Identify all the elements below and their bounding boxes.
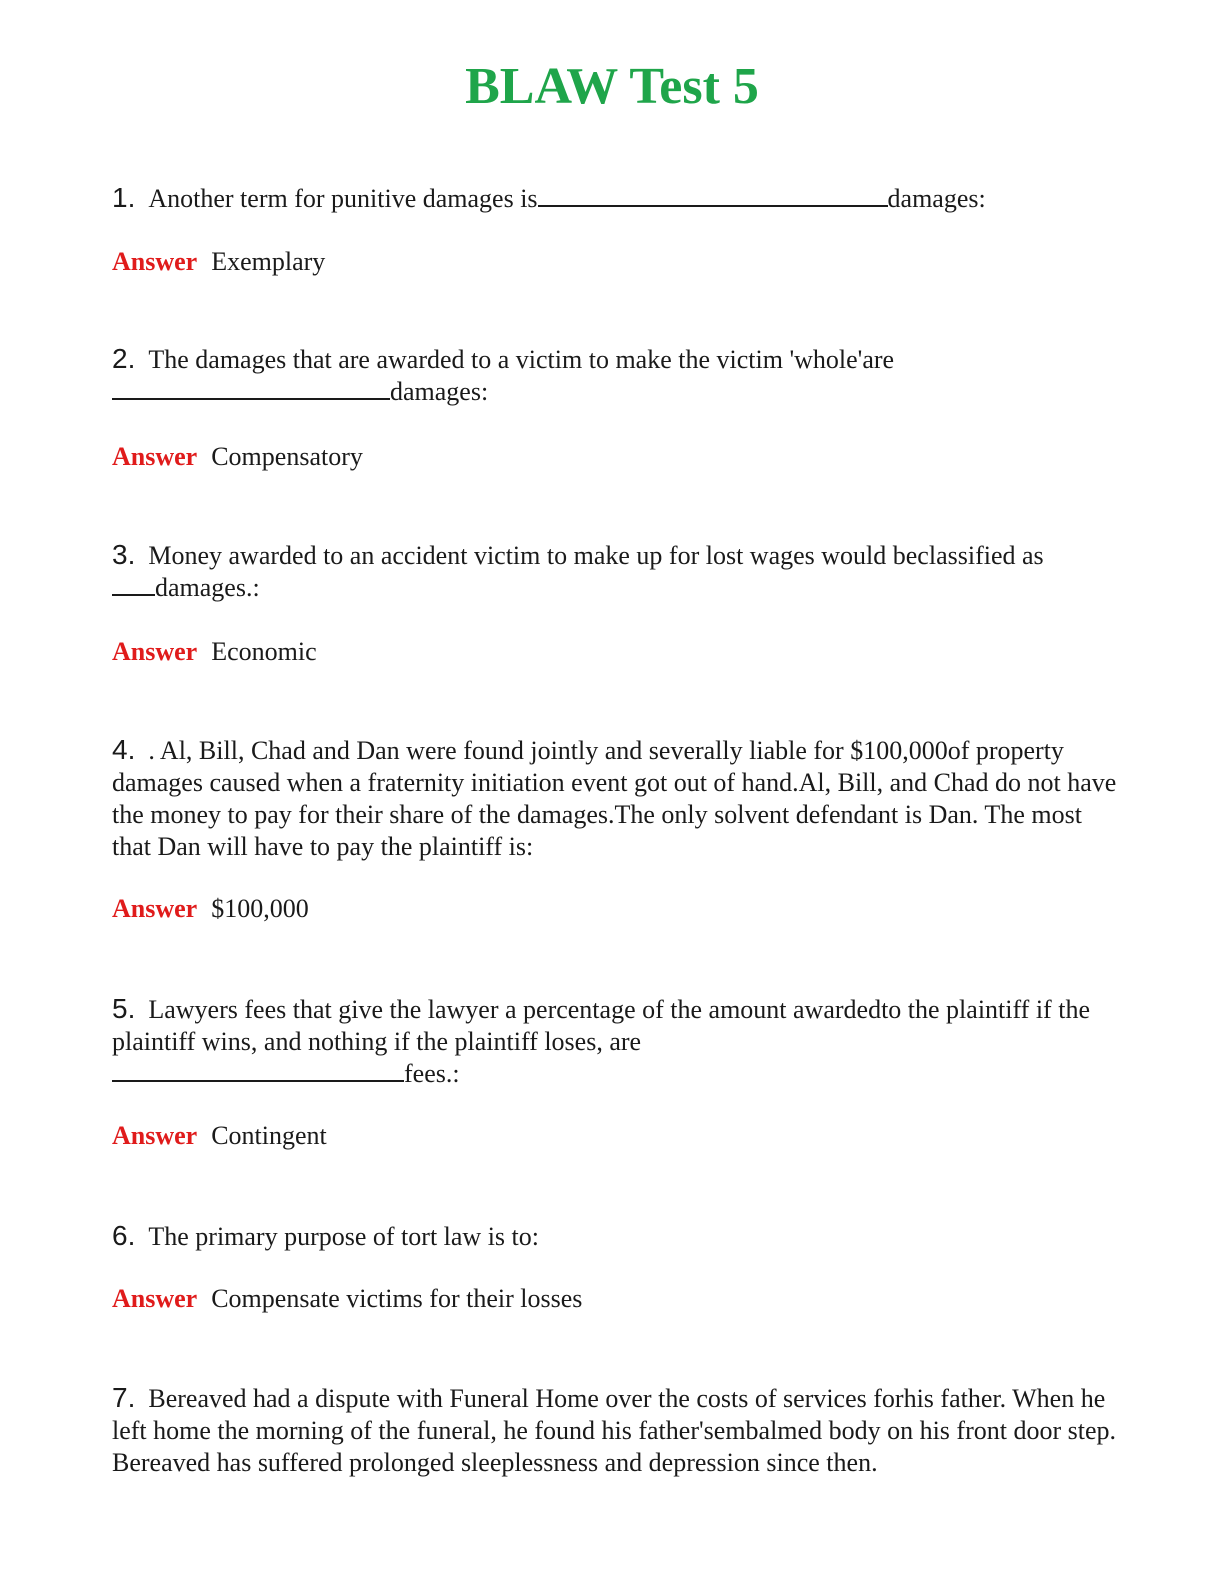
answer-blank [538, 183, 888, 207]
question-number: 6. [112, 1220, 136, 1251]
answer-blank [112, 376, 390, 400]
answer-text: Compensatory [211, 442, 363, 471]
question-number: 7. [112, 1382, 136, 1413]
answer-blank [112, 1058, 404, 1082]
answer-text: Economic [211, 637, 317, 666]
question-text: The primary purpose of tort law is to: [148, 1222, 539, 1251]
answer-2 [112, 441, 363, 473]
question-6 [112, 1220, 1122, 1253]
answer-label: Answer [112, 1121, 198, 1150]
question-number: 3. [112, 539, 136, 570]
question-text: The damages that are awarded to a victim to make the victim 'whole'are [148, 345, 895, 374]
question-text-suffix: damages: [390, 377, 489, 406]
question-7 [112, 1382, 1122, 1479]
answer-3 [112, 636, 317, 668]
question-text-suffix: fees.: [404, 1059, 460, 1088]
question-text: Lawyers fees that give the lawyer a percentage of the amount awardedto the plaintiff if the plaintiff wins, and nothing if the plaintiff loses, are [112, 995, 1090, 1056]
question-number: 1. [112, 182, 136, 213]
answer-label: Answer [112, 247, 198, 276]
question-4 [112, 734, 1122, 863]
question-2 [112, 343, 1122, 408]
question-text: Money awarded to an accident victim to make up for lost wages would beclassified as [148, 541, 1044, 570]
question-3 [112, 539, 1122, 604]
answer-text: Exemplary [211, 247, 326, 276]
question-text: . Al, Bill, Chad and Dan were found jointly and severally liable for $100,000of property damages caused when a fraternity initiation event got out of hand.Al, Bill, and Chad do not have the money to pay for their share of the damages.The only solvent defendant is Dan. The most that Dan will have to pay the plaintiff is: [112, 736, 1117, 861]
answer-1 [112, 246, 325, 278]
answer-label: Answer [112, 894, 198, 923]
answer-5 [112, 1120, 327, 1152]
question-5 [112, 993, 1122, 1090]
question-number: 4. [112, 734, 136, 765]
question-text-suffix: damages: [887, 184, 986, 213]
answer-label: Answer [112, 442, 198, 471]
answer-text: Compensate victims for their losses [211, 1284, 583, 1313]
answer-6 [112, 1283, 582, 1315]
answer-label: Answer [112, 637, 198, 666]
question-1 [112, 182, 1122, 215]
answer-label: Answer [112, 1284, 198, 1313]
answer-text: $100,000 [211, 894, 309, 923]
question-text: Another term for punitive damages is [148, 184, 538, 213]
answer-text: Contingent [211, 1121, 327, 1150]
question-text: Bereaved had a dispute with Funeral Home over the costs of services forhis father. When he left home the morning of the funeral, he found his father'sembalmed body on his front door step. Bereaved has suffered prolonged sleeplessness and depression since then. [112, 1384, 1116, 1477]
question-number: 2. [112, 343, 136, 374]
answer-4 [112, 893, 309, 925]
question-number: 5. [112, 993, 136, 1024]
answer-blank [112, 572, 155, 596]
page-title: BLAW Test 5 [465, 58, 759, 115]
question-text-suffix: damages.: [155, 573, 260, 602]
